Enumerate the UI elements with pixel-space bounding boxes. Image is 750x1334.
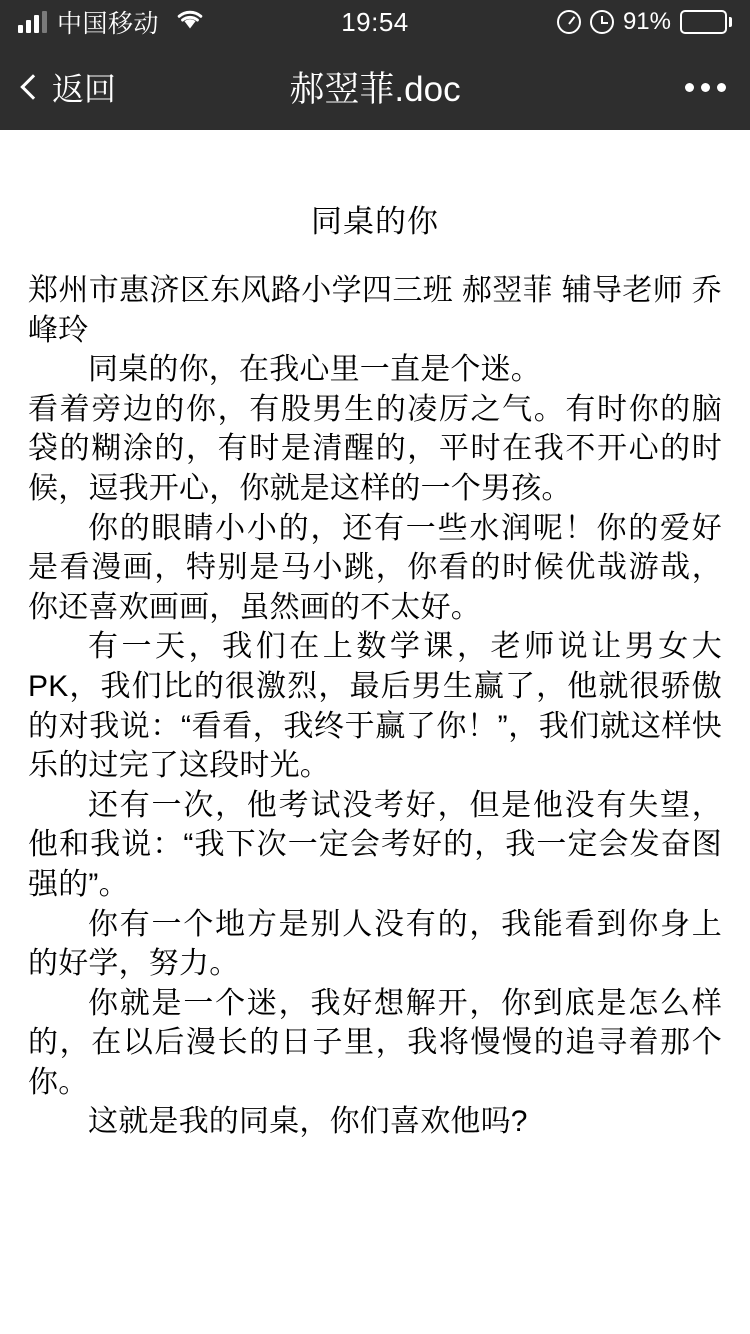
rotation-lock-icon <box>557 10 581 34</box>
document-body <box>28 271 722 1142</box>
document-paragraph: 你的眼睛小小的，还有一些水润呢！你的爱好是看漫画，特别是马小跳，你看的时候优哉游哉，你还喜欢画画，虽然画的不太好。 <box>28 511 722 624</box>
alarm-clock-icon <box>590 10 614 34</box>
more-options-button[interactable] <box>685 83 726 92</box>
document-paragraph: 这就是我的同桌，你们喜欢他吗? <box>88 1105 528 1139</box>
document-viewer[interactable] <box>0 130 750 1334</box>
navigation-bar <box>0 44 750 130</box>
carrier-label: 中国移动 <box>57 10 160 38</box>
document-paragraph: 郑州市惠济区东风路小学四三班 郝翌菲 辅导老师 乔峰玲 <box>28 274 722 347</box>
back-button[interactable] <box>24 64 116 110</box>
document-paragraph: 还有一次，他考试没考好，但是他没有失望，他和我说：“我下次一定会考好的，我一定会发奋图强的”。 <box>28 788 722 901</box>
status-bar-clock: 19:54 <box>341 6 409 37</box>
document-paragraph: 有一天，我们在上数学课，老师说让男女大PK，我们比的很激烈，最后男生赢了，他就很骄傲的对我说：“看看，我终于赢了你！”，我们就这样快乐的过完了这段时光。 <box>28 630 722 783</box>
dot-icon <box>685 83 694 92</box>
document-paragraph: 同桌的你，在我心里一直是个迷。 <box>88 353 541 387</box>
status-bar-left <box>18 4 205 40</box>
dot-icon <box>701 83 710 92</box>
battery-icon <box>680 10 732 34</box>
back-button-label: 返回 <box>52 71 117 107</box>
document-paragraph: 你有一个地方是别人没有的，我能看到你身上的好学，努力。 <box>28 907 722 981</box>
chevron-left-icon <box>20 74 45 99</box>
wifi-icon <box>175 8 205 37</box>
page-title: 郝翌菲.doc <box>289 70 461 109</box>
battery-percent-label: 91% <box>622 8 671 35</box>
status-bar <box>0 0 750 44</box>
dot-icon <box>717 83 726 92</box>
document-paragraph: 看着旁边的你，有股男生的凌厉之气。有时你的脑袋的糊涂的，有时是清醒的，平时在我不开心的时候，逗我开心，你就是这样的一个男孩。 <box>28 392 722 505</box>
signal-bars-icon <box>18 11 47 33</box>
status-bar-right <box>557 8 732 36</box>
document-paragraph: 你就是一个迷，我好想解开，你到底是怎么样的，在以后漫长的日子里，我将慢慢的追寻着那个你。 <box>28 986 722 1099</box>
document-title: 同桌的你 <box>311 204 439 239</box>
